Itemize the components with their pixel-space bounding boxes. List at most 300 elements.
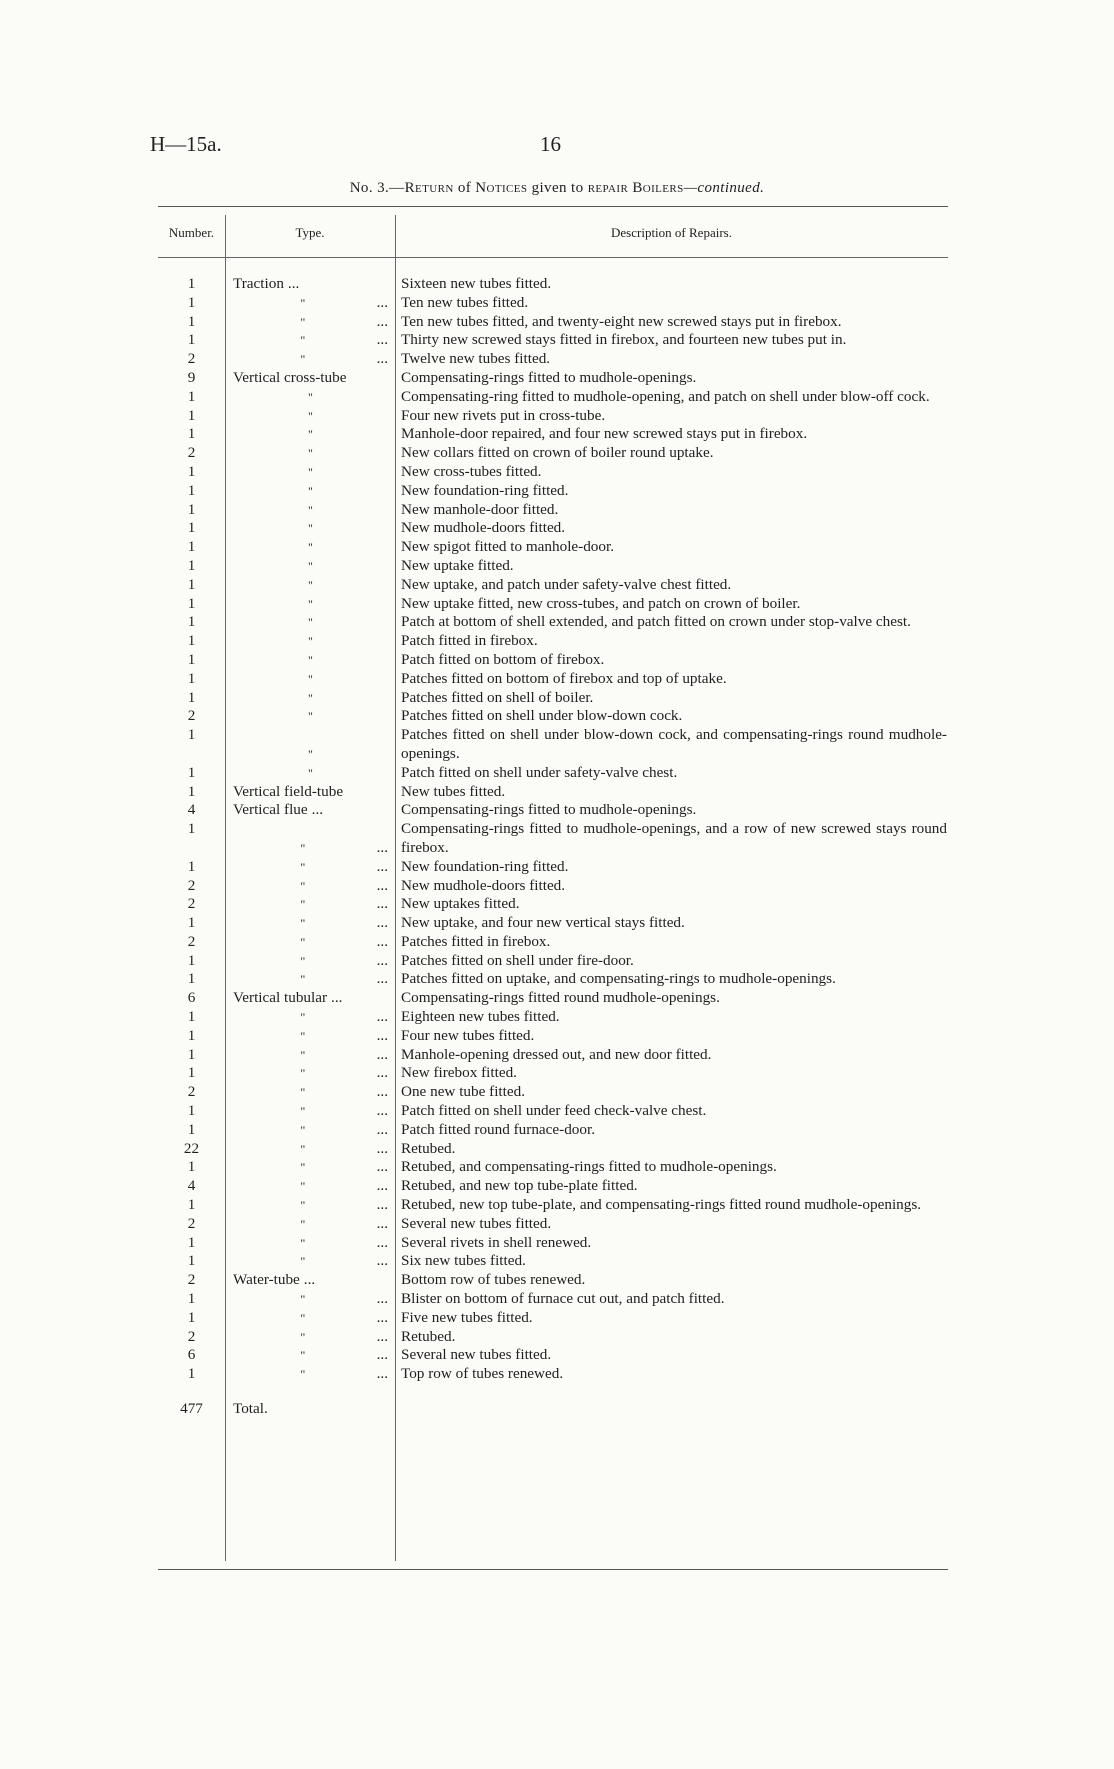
title-continued: —continued. xyxy=(683,180,765,196)
row-number: 1 xyxy=(187,519,196,537)
row-type xyxy=(225,1328,394,1347)
row-number: 2 xyxy=(187,350,196,368)
row-description: New uptakes fitted. xyxy=(401,895,520,913)
ditto-mark: " xyxy=(308,521,313,536)
table-row xyxy=(158,1346,948,1365)
table-row xyxy=(158,519,948,538)
total-row xyxy=(158,1400,948,1419)
row-number: 1 xyxy=(187,312,196,330)
row-description: New mudhole-doors fitted. xyxy=(401,876,566,894)
leader-dots: ... xyxy=(376,1214,388,1232)
column-header-type: Type. xyxy=(295,225,325,240)
table-row xyxy=(158,651,948,670)
row-type xyxy=(225,1083,394,1102)
ditto-mark: " xyxy=(300,916,306,931)
row-description: New cross-tubes fitted. xyxy=(401,462,542,480)
row-description: Thirty new screwed stays fitted in firebox, and fourteen new tubes put in. xyxy=(401,331,847,349)
ditto-mark: " xyxy=(300,333,306,348)
row-type xyxy=(225,914,394,933)
table-row xyxy=(158,388,948,407)
ditto-mark: " xyxy=(300,314,306,329)
ditto-mark: " xyxy=(300,1160,306,1175)
ditto-mark: " xyxy=(300,1310,306,1325)
row-description: New uptake, and four new vertical stays fitted. xyxy=(401,914,685,932)
column-header-number: Number. xyxy=(168,225,215,240)
table-row xyxy=(158,1328,948,1347)
table-row xyxy=(158,1290,948,1309)
table-row xyxy=(158,914,948,933)
title-repair-boilers: repair Boilers xyxy=(587,180,684,196)
table-row xyxy=(158,1158,948,1177)
leader-dots: ... xyxy=(376,1026,388,1044)
row-number: 1 xyxy=(187,951,196,969)
ditto-mark: " xyxy=(308,502,313,517)
row-type xyxy=(225,801,394,820)
row-type xyxy=(225,463,394,482)
ditto-mark: " xyxy=(308,540,313,555)
ditto-mark: " xyxy=(308,408,313,423)
row-description: Patches fitted on shell under blow-down cock. xyxy=(401,707,683,725)
table-row xyxy=(158,331,948,350)
leader-dots: ... xyxy=(311,801,324,819)
row-type xyxy=(225,689,394,708)
row-number: 1 xyxy=(187,293,196,311)
row-type xyxy=(225,933,394,952)
table-row xyxy=(158,783,948,802)
row-type xyxy=(225,1346,394,1365)
row-number: 1 xyxy=(187,1233,196,1251)
ditto-mark: " xyxy=(300,1216,306,1231)
leader-dots: ... xyxy=(376,970,388,988)
ditto-mark: " xyxy=(308,765,313,780)
type-label: Water-tube xyxy=(233,1271,300,1289)
table-row xyxy=(158,726,948,764)
row-description: Twelve new tubes fitted. xyxy=(401,350,551,368)
row-type xyxy=(225,538,394,557)
table-row xyxy=(158,989,948,1008)
ditto-mark: " xyxy=(300,1292,306,1307)
row-type xyxy=(225,313,394,332)
table-row xyxy=(158,444,948,463)
row-number: 1 xyxy=(187,1252,196,1270)
leader-dots: ... xyxy=(376,1308,388,1326)
table-row xyxy=(158,538,948,557)
ditto-mark: " xyxy=(300,1348,306,1363)
row-number: 1 xyxy=(187,1158,196,1176)
row-description: Patches fitted on shell of boiler. xyxy=(401,688,594,706)
row-number: 1 xyxy=(187,1102,196,1120)
row-type xyxy=(225,858,394,877)
table-row xyxy=(158,933,948,952)
leader-dots: ... xyxy=(376,331,388,349)
row-description: One new tube fitted. xyxy=(401,1083,525,1101)
leader-dots: ... xyxy=(376,895,388,913)
row-number: 2 xyxy=(187,1214,196,1232)
table-title xyxy=(0,180,1114,197)
table-row xyxy=(158,1234,948,1253)
ditto-mark: " xyxy=(308,464,313,479)
row-description: New mudhole-doors fitted. xyxy=(401,519,566,537)
row-description: Patch at bottom of shell extended, and patch fitted on crown under stop-valve chest. xyxy=(401,613,911,631)
row-description: New uptake fitted, new cross-tubes, and patch on crown of boiler. xyxy=(401,594,801,612)
row-number: 1 xyxy=(187,1045,196,1063)
table-row xyxy=(158,1177,948,1196)
ditto-mark: " xyxy=(308,558,313,573)
row-number: 1 xyxy=(187,688,196,706)
row-description: Bottom row of tubes renewed. xyxy=(401,1271,586,1289)
leader-dots: ... xyxy=(376,857,388,875)
row-type xyxy=(225,331,394,350)
ditto-mark: " xyxy=(300,1122,306,1137)
row-number: 1 xyxy=(187,613,196,631)
row-description: Manhole-door repaired, and four new screwed stays put in firebox. xyxy=(401,425,808,443)
row-number: 1 xyxy=(187,462,196,480)
row-number: 9 xyxy=(187,368,196,386)
table-row xyxy=(158,1140,948,1159)
row-type xyxy=(225,613,394,632)
row-type xyxy=(225,501,394,520)
row-number: 1 xyxy=(187,331,196,349)
row-description: New manhole-door fitted. xyxy=(401,500,559,518)
row-number: 1 xyxy=(187,481,196,499)
row-description: Several rivets in shell renewed. xyxy=(401,1233,592,1251)
table-row xyxy=(158,1271,948,1290)
leader-dots: ... xyxy=(376,312,388,330)
ditto-mark: " xyxy=(308,615,313,630)
table-row xyxy=(158,313,948,332)
row-description: Retubed, and new top tube-plate fitted. xyxy=(401,1177,638,1195)
row-type xyxy=(225,1271,394,1290)
row-description: New foundation-ring fitted. xyxy=(401,857,569,875)
table-row xyxy=(158,1027,948,1046)
row-description: Eighteen new tubes fitted. xyxy=(401,1008,560,1026)
ditto-mark: " xyxy=(308,746,313,761)
row-type xyxy=(225,1046,394,1065)
table-row xyxy=(158,557,948,576)
row-number: 1 xyxy=(187,1196,196,1214)
row-type xyxy=(225,519,394,538)
row-number: 1 xyxy=(187,275,196,292)
row-description: Patches fitted on shell under fire-door. xyxy=(401,951,634,969)
table-row xyxy=(158,294,948,313)
table-row xyxy=(158,425,948,444)
table-body xyxy=(158,275,948,1419)
ditto-mark: " xyxy=(300,897,306,912)
ditto-mark: " xyxy=(308,389,313,404)
row-number: 1 xyxy=(187,1026,196,1044)
leader-dots: ... xyxy=(287,275,300,292)
page-number: 16 xyxy=(540,132,561,156)
table-row xyxy=(158,877,948,896)
leader-dots: ... xyxy=(376,350,388,368)
row-number: 2 xyxy=(187,876,196,894)
leader-dots: ... xyxy=(376,932,388,950)
leader-dots: ... xyxy=(376,876,388,894)
table-row xyxy=(158,1365,948,1384)
row-number: 1 xyxy=(187,1120,196,1138)
row-number: 1 xyxy=(187,1290,196,1308)
ditto-mark: " xyxy=(308,690,313,705)
ditto-mark: " xyxy=(300,295,306,310)
row-number: 1 xyxy=(187,406,196,424)
row-description: Several new tubes fitted. xyxy=(401,1346,552,1364)
row-number: 6 xyxy=(187,989,196,1007)
row-description: Ten new tubes fitted. xyxy=(401,293,529,311)
row-number: 1 xyxy=(187,650,196,668)
leader-dots: ... xyxy=(376,1252,388,1270)
row-description: Retubed, new top tube-plate, and compensating-rings fitted round mudhole-openings. xyxy=(401,1196,922,1214)
row-type xyxy=(225,444,394,463)
row-number: 1 xyxy=(187,1008,196,1026)
row-type xyxy=(225,1140,394,1159)
row-type xyxy=(225,1309,394,1328)
leader-dots: ... xyxy=(376,838,388,856)
row-description: Ten new tubes fitted, and twenty-eight new screwed stays put in firebox. xyxy=(401,312,842,330)
total-label: Total. xyxy=(233,1400,268,1418)
row-description: Five new tubes fitted. xyxy=(401,1308,533,1326)
ditto-mark: " xyxy=(300,1179,306,1194)
row-number: 1 xyxy=(187,820,196,838)
ditto-mark: " xyxy=(300,1235,306,1250)
leader-dots: ... xyxy=(376,1102,388,1120)
table-row xyxy=(158,1102,948,1121)
row-number: 2 xyxy=(187,895,196,913)
row-description: Blister on bottom of furnace cut out, and patch fitted. xyxy=(401,1290,725,1308)
leader-dots: ... xyxy=(303,1271,316,1289)
row-type xyxy=(225,1196,394,1215)
row-type xyxy=(225,1121,394,1140)
row-description: New collars fitted on crown of boiler round uptake. xyxy=(401,444,714,462)
leader-dots: ... xyxy=(376,1346,388,1364)
table-row xyxy=(158,407,948,426)
row-type xyxy=(225,350,394,369)
leader-dots: ... xyxy=(376,1327,388,1345)
row-number: 1 xyxy=(187,669,196,687)
row-description: Six new tubes fitted. xyxy=(401,1252,526,1270)
leader-dots: ... xyxy=(376,1064,388,1082)
row-number: 1 xyxy=(187,594,196,612)
row-description: Patches fitted on uptake, and compensating-rings to mudhole-openings. xyxy=(401,970,836,988)
table-row xyxy=(158,632,948,651)
table-row xyxy=(158,970,948,989)
row-description: Sixteen new tubes fitted. xyxy=(401,275,552,292)
row-type xyxy=(225,294,394,313)
leader-dots: ... xyxy=(376,914,388,932)
leader-dots: ... xyxy=(376,1045,388,1063)
ditto-mark: " xyxy=(300,1104,306,1119)
row-number: 1 xyxy=(187,782,196,800)
ditto-mark: " xyxy=(308,596,313,611)
ditto-mark: " xyxy=(300,972,306,987)
row-description: Compensating-rings fitted to mudhole-openings, and a row of new screwed stays round firebox. xyxy=(401,820,947,856)
table-row xyxy=(158,1083,948,1102)
row-type xyxy=(225,1215,394,1234)
type-label: Traction xyxy=(233,275,284,292)
row-number: 2 xyxy=(187,1083,196,1101)
leader-dots: ... xyxy=(376,1083,388,1101)
row-description: Compensating-rings fitted to mudhole-openings. xyxy=(401,801,697,819)
table-row xyxy=(158,1196,948,1215)
row-type xyxy=(225,877,394,896)
table-row xyxy=(158,1046,948,1065)
table-row xyxy=(158,1121,948,1140)
row-type xyxy=(225,895,394,914)
table-row xyxy=(158,952,948,971)
table-row xyxy=(158,1215,948,1234)
table-row xyxy=(158,820,948,858)
row-number: 2 xyxy=(187,707,196,725)
ditto-mark: " xyxy=(300,840,306,855)
ditto-mark: " xyxy=(300,1066,306,1081)
row-type xyxy=(225,482,394,501)
row-number: 1 xyxy=(187,970,196,988)
leader-dots: ... xyxy=(376,1008,388,1026)
leader-dots: ... xyxy=(376,951,388,969)
row-number: 2 xyxy=(187,1327,196,1345)
ditto-mark: " xyxy=(300,352,306,367)
row-number: 2 xyxy=(187,1271,196,1289)
row-number: 1 xyxy=(187,575,196,593)
ditto-mark: " xyxy=(300,934,306,949)
row-number: 1 xyxy=(187,538,196,556)
row-type xyxy=(225,576,394,595)
row-description: Patches fitted on bottom of firebox and top of uptake. xyxy=(401,669,727,687)
ditto-mark: " xyxy=(308,446,313,461)
page-reference: H—15a. xyxy=(150,132,222,156)
title-notices: Notices xyxy=(475,180,528,196)
row-description: Patch fitted on shell under feed check-valve chest. xyxy=(401,1102,707,1120)
table-row xyxy=(158,576,948,595)
row-description: Retubed, and compensating-rings fitted to mudhole-openings. xyxy=(401,1158,777,1176)
title-return: Return xyxy=(404,180,454,196)
row-type xyxy=(225,1027,394,1046)
row-type xyxy=(225,595,394,614)
table-row xyxy=(158,501,948,520)
leader-dots: ... xyxy=(376,1120,388,1138)
row-number: 1 xyxy=(187,1064,196,1082)
row-description: Patches fitted in firebox. xyxy=(401,932,551,950)
ditto-mark: " xyxy=(308,652,313,667)
table-row xyxy=(158,1309,948,1328)
table-row xyxy=(158,369,948,388)
row-description: Patch fitted round furnace-door. xyxy=(401,1120,595,1138)
row-type xyxy=(225,557,394,576)
row-description: New spigot fitted to manhole-door. xyxy=(401,538,615,556)
ditto-mark: " xyxy=(300,878,306,893)
ditto-mark: " xyxy=(300,1141,306,1156)
leader-dots: ... xyxy=(376,293,388,311)
ditto-mark: " xyxy=(308,634,313,649)
row-description: New uptake fitted. xyxy=(401,556,514,574)
row-type xyxy=(225,820,394,858)
column-header-description: Description of Repairs. xyxy=(611,225,732,240)
leader-dots: ... xyxy=(376,1290,388,1308)
ditto-mark: " xyxy=(300,1198,306,1213)
row-description: Retubed. xyxy=(401,1327,456,1345)
row-description: Manhole-opening dressed out, and new door fitted. xyxy=(401,1045,712,1063)
row-description: Several new tubes fitted. xyxy=(401,1214,552,1232)
row-description: New foundation-ring fitted. xyxy=(401,481,569,499)
table-row xyxy=(158,613,948,632)
row-number: 1 xyxy=(187,500,196,518)
repairs-table xyxy=(158,206,948,1570)
row-type xyxy=(225,369,394,388)
row-number: 1 xyxy=(187,1308,196,1326)
row-description: Compensating-ring fitted to mudhole-opening, and patch on shell under blow-off cock. xyxy=(401,387,930,405)
row-type xyxy=(225,1158,394,1177)
row-number: 1 xyxy=(187,726,196,744)
title-no: No. 3.— xyxy=(349,180,405,196)
header-rule xyxy=(158,257,948,258)
total-number: 477 xyxy=(180,1400,203,1418)
row-type xyxy=(225,783,394,802)
table-row xyxy=(158,275,948,294)
row-description: Top row of tubes renewed. xyxy=(401,1365,564,1383)
ditto-mark: " xyxy=(300,1329,306,1344)
row-description: Four new tubes fitted. xyxy=(401,1026,535,1044)
type-label: Vertical tubular xyxy=(233,989,328,1007)
table-row xyxy=(158,858,948,877)
ditto-mark: " xyxy=(300,1085,306,1100)
ditto-mark: " xyxy=(300,1028,306,1043)
row-description: Patches fitted on shell under blow-down cock, and compensating-rings round mudhole-openings. xyxy=(401,726,947,762)
leader-dots: ... xyxy=(331,989,343,1007)
row-number: 1 xyxy=(187,387,196,405)
table-row xyxy=(158,595,948,614)
row-type xyxy=(225,275,394,294)
table-row xyxy=(158,670,948,689)
row-number: 2 xyxy=(187,444,196,462)
ditto-mark: " xyxy=(308,671,313,686)
ditto-mark: " xyxy=(300,1367,306,1382)
ditto-mark: " xyxy=(300,1047,306,1062)
row-description: New firebox fitted. xyxy=(401,1064,517,1082)
row-type xyxy=(225,1177,394,1196)
table-row xyxy=(158,482,948,501)
row-type xyxy=(225,970,394,989)
row-type xyxy=(225,388,394,407)
leader-dots: ... xyxy=(376,1139,388,1157)
row-number: 4 xyxy=(187,1177,196,1195)
row-number: 1 xyxy=(187,632,196,650)
row-number: 1 xyxy=(187,857,196,875)
table-row xyxy=(158,1064,948,1083)
row-description: New uptake, and patch under safety-valve chest fitted. xyxy=(401,575,732,593)
table-row xyxy=(158,463,948,482)
table-row xyxy=(158,1252,948,1271)
row-type xyxy=(225,1252,394,1271)
table-row xyxy=(158,1008,948,1027)
row-type xyxy=(225,707,394,726)
ditto-mark: " xyxy=(300,1010,306,1025)
title-given-to: given to xyxy=(531,180,584,196)
row-description: Four new rivets put in cross-tube. xyxy=(401,406,606,424)
leader-dots: ... xyxy=(376,1365,388,1383)
leader-dots: ... xyxy=(376,1196,388,1214)
row-type xyxy=(225,425,394,444)
table-row xyxy=(158,801,948,820)
ditto-mark: " xyxy=(308,427,313,442)
row-type xyxy=(225,952,394,971)
row-type xyxy=(225,1365,394,1384)
row-number: 1 xyxy=(187,1365,196,1383)
row-type xyxy=(225,1234,394,1253)
type-label: Vertical flue xyxy=(233,801,308,819)
ditto-mark: " xyxy=(300,1254,306,1269)
table-row xyxy=(158,764,948,783)
row-type xyxy=(225,989,394,1008)
table-row xyxy=(158,689,948,708)
